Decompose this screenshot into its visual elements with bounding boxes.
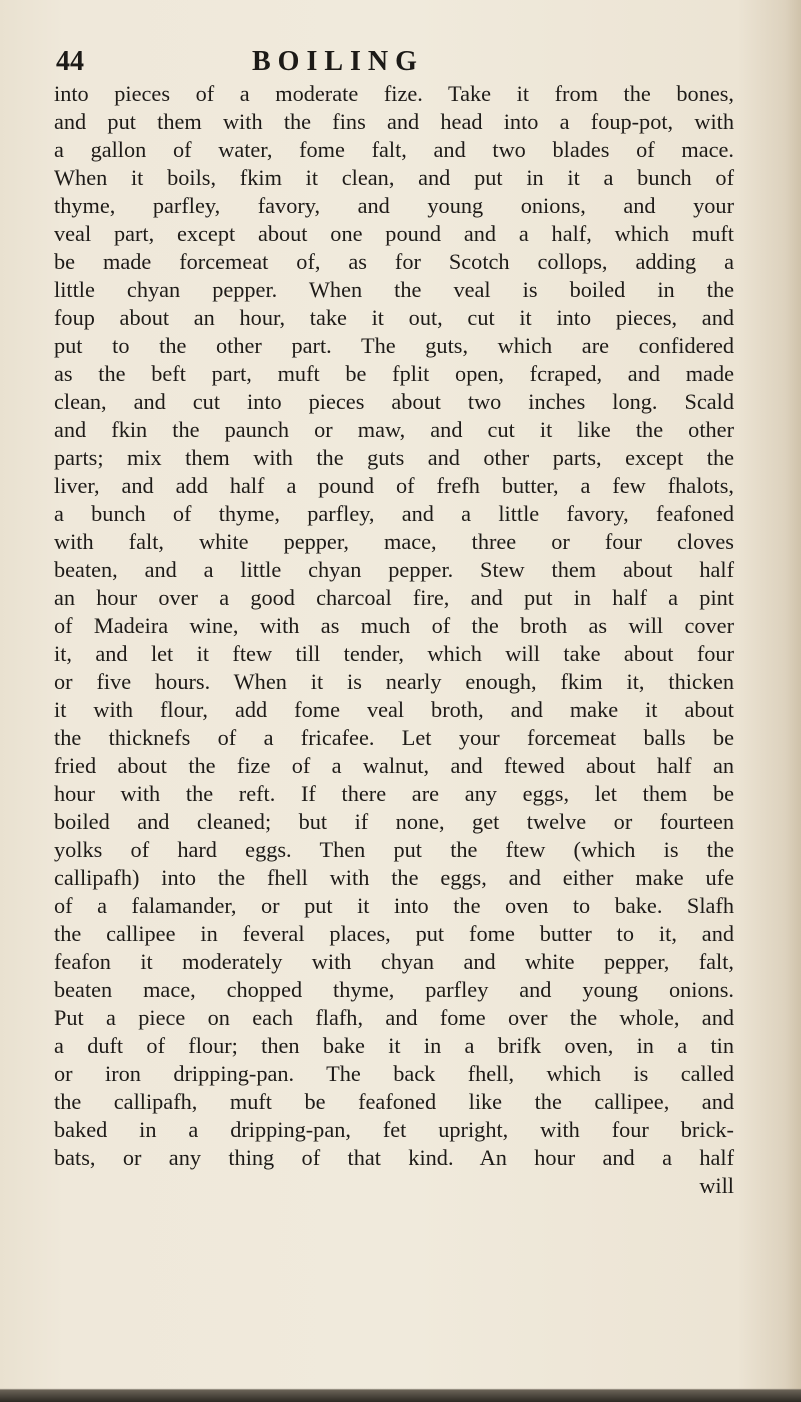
text-line: and fkin the paunch or maw, and cut it like the other <box>54 417 734 442</box>
text-line: put to the other part. The guts, which are confidered <box>54 333 734 358</box>
text-line: fried about the fize of a walnut, and ftewed about half an <box>54 753 734 778</box>
page-number: 44 <box>56 46 84 77</box>
text-line: of Madeira wine, with as much of the broth as will cover <box>54 613 734 638</box>
text-line: and put them with the fins and head into a foup-pot, with <box>54 109 734 134</box>
text-line: with falt, white pepper, mace, three or four cloves <box>54 529 734 554</box>
text-line: feafon it moderately with chyan and white pepper, falt, <box>54 949 734 974</box>
text-line: a duft of flour; then bake it in a brifk oven, in a tin <box>54 1033 734 1058</box>
text-line: veal part, except about one pound and a half, which muft <box>54 221 734 246</box>
text-line: parts; mix them with the guts and other parts, except the <box>54 445 734 470</box>
text-line: be made forcemeat of, as for Scotch collops, adding a <box>54 249 734 274</box>
text-line: a bunch of thyme, parfley, and a little favory, feafoned <box>54 501 734 526</box>
text-line: it, and let it ftew till tender, which will take about four <box>54 641 734 666</box>
text-line: boiled and cleaned; but if none, get twelve or fourteen <box>54 809 734 834</box>
text-line: When it boils, fkim it clean, and put in it a bunch of <box>54 165 734 190</box>
text-line: will <box>699 1173 734 1198</box>
text-line: baked in a dripping-pan, fet upright, with four brick- <box>54 1117 734 1142</box>
text-line: little chyan pepper. When the veal is boiled in the <box>54 277 734 302</box>
text-line: the callipafh, muft be feafoned like the callipee, and <box>54 1089 734 1114</box>
text-line: beaten mace, chopped thyme, parfley and young onions. <box>54 977 734 1002</box>
text-line: into pieces of a moderate fize. Take it from the bones, <box>54 81 734 106</box>
text-line: foup about an hour, take it out, cut it into pieces, and <box>54 305 734 330</box>
text-line: or iron dripping-pan. The back fhell, which is called <box>54 1061 734 1086</box>
text-line: liver, and add half a pound of frefh butter, a few fhalots, <box>54 473 734 498</box>
text-line: yolks of hard eggs. Then put the ftew (which is the <box>54 837 734 862</box>
text-line: a gallon of water, fome falt, and two blades of mace. <box>54 137 734 162</box>
text-line: callipafh) into the fhell with the eggs, and either make ufe <box>54 865 734 890</box>
text-line: of a falamander, or put it into the oven to bake. Slafh <box>54 893 734 918</box>
running-head <box>56 42 501 82</box>
text-line: beaten, and a little chyan pepper. Stew them about half <box>54 557 734 582</box>
text-line: an hour over a good charcoal fire, and put in half a pint <box>54 585 734 610</box>
text-line: it with flour, add fome veal broth, and make it about <box>54 697 734 722</box>
text-line: thyme, parfley, favory, and young onions, and your <box>54 193 734 218</box>
body-text <box>54 80 734 1200</box>
text-line: Put a piece on each flafh, and fome over the whole, and <box>54 1005 734 1030</box>
text-line: the callipee in feveral places, put fome butter to it, and <box>54 921 734 946</box>
text-line: as the beft part, muft be fplit open, fcraped, and made <box>54 361 734 386</box>
section-title: BOILING <box>252 46 424 77</box>
text-line: hour with the reft. If there are any eggs, let them be <box>54 781 734 806</box>
text-line: or five hours. When it is nearly enough, fkim it, thicken <box>54 669 734 694</box>
text-line: the thicknefs of a fricafee. Let your forcemeat balls be <box>54 725 734 750</box>
text-line: bats, or any thing of that kind. An hour and a half <box>54 1145 734 1170</box>
text-line: clean, and cut into pieces about two inches long. Scald <box>54 389 734 414</box>
